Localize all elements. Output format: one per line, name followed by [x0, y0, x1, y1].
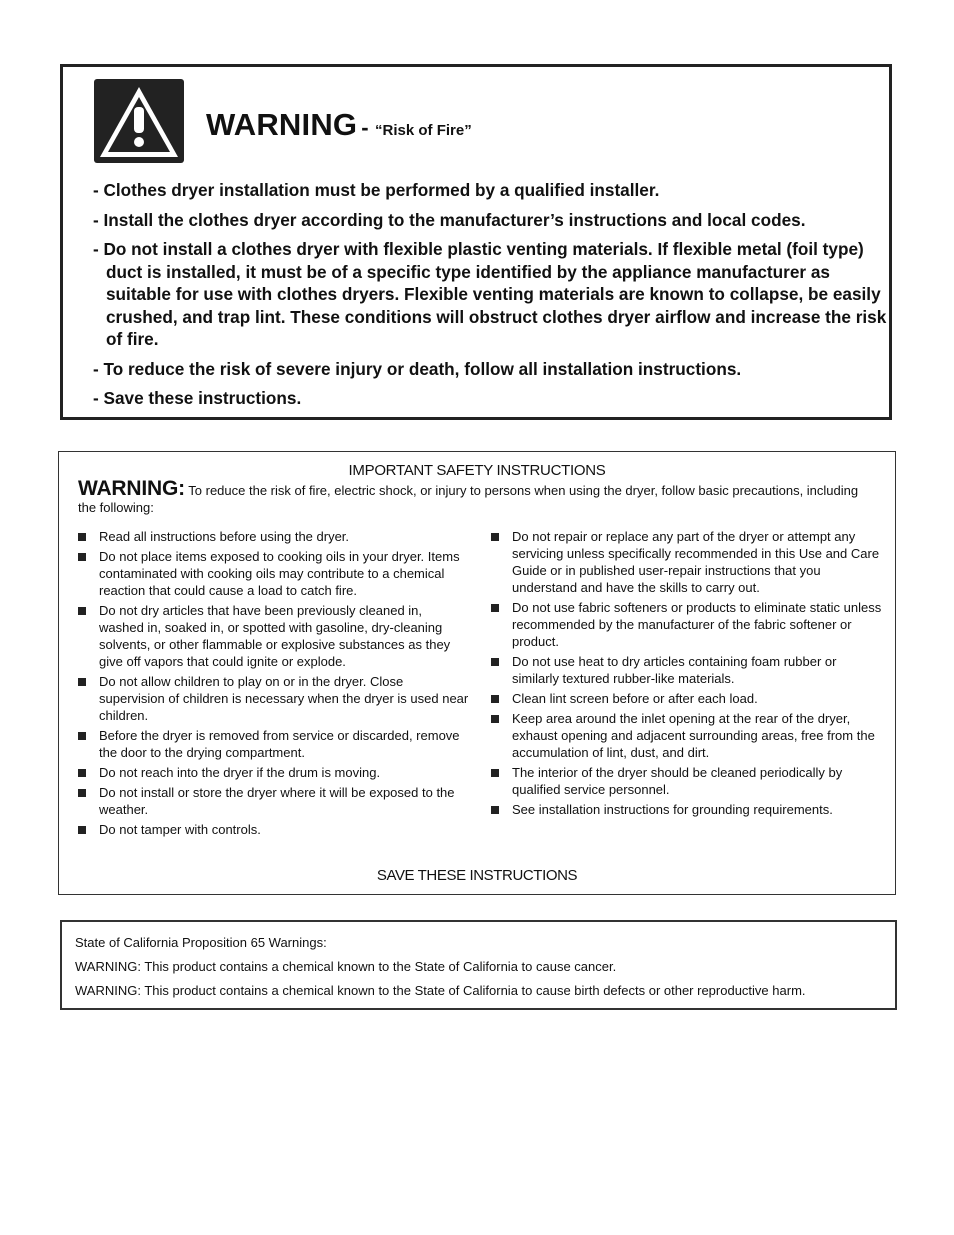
warning-subheading: “Risk of Fire”: [375, 122, 472, 139]
list-item: [78, 764, 470, 781]
safety-instructions-box: [58, 451, 896, 895]
list-item-text: Clean lint screen before or after each load.: [512, 691, 758, 706]
list-item: [78, 784, 470, 818]
list-item-text: Do not repair or replace any part of the dryer or attempt any servicing unless specifically recommended in this Use and Care Guide or in published user-repair instructions that you understand and have the skills to carry out.: [512, 529, 880, 595]
list-item: [78, 673, 470, 724]
fire-warning-item: - Do not install a clothes dryer with flexible plastic venting materials. If flexible metal (foil type) duct is installed, it must be of a specific type identified by the appliance manufacturer as suitable for use with clothes dryers. Flexible venting materials are known to collapse, be easily crushed, and trap lint. These conditions will obstruct clothes dryer airflow and increase the risk of fire.: [93, 239, 887, 349]
fire-warning-title: [206, 107, 472, 143]
bullet-square-icon: [78, 769, 86, 777]
fire-warning-item: - Save these instructions.: [93, 388, 302, 408]
fire-warning-item: - Install the clothes dryer according to the manufacturer’s instructions and local codes.: [93, 209, 806, 230]
list-item: [78, 602, 470, 670]
safety-list-right: [491, 528, 883, 821]
prop65-box: [60, 920, 897, 1010]
list-item: [491, 801, 883, 818]
bullet-square-icon: [491, 604, 499, 612]
list-item: [491, 599, 883, 650]
bullet-square-icon: [78, 607, 86, 615]
save-instructions-footer: SAVE THESE INSTRUCTIONS: [376, 867, 578, 884]
bullet-square-icon: [491, 769, 499, 777]
list-item-text: Do not reach into the dryer if the drum is moving.: [99, 765, 381, 780]
list-item-text: The interior of the dryer should be cleaned periodically by qualified service personnel.: [512, 765, 843, 797]
list-item-text: Keep area around the inlet opening at the rear of the dryer, exhaust opening and adjacent surrounding areas, free from the accumulation of lint, dust, and dirt.: [512, 711, 875, 760]
fire-warning-item: - Clothes dryer installation must be performed by a qualified installer.: [93, 180, 660, 200]
list-item-text: Do not dry articles that have been previously cleaned in, washed in, soaked in, or spotted with gasoline, dry-cleaning solvents, or other flammable or explosive substances as they give off vapors that could ignite or explode.: [99, 603, 451, 669]
fire-warning-list: [93, 179, 893, 410]
prop65-title: State of California Proposition 65 Warnings:: [75, 935, 327, 950]
list-item-text: Do not use heat to dry articles containing foam rubber or similarly textured rubber-like materials.: [512, 654, 837, 686]
list-item-text: Do not tamper with controls.: [99, 822, 261, 837]
bullet-square-icon: [491, 658, 499, 666]
safety-intro-text: To reduce the risk of fire, electric shock, or injury to persons when using the dryer, follow basic precautions, including the following:: [78, 483, 859, 515]
fire-warning-item: - To reduce the risk of severe injury or death, follow all installation instructions.: [93, 358, 742, 379]
bullet-square-icon: [78, 732, 86, 740]
warning-triangle-icon: [94, 79, 184, 163]
bullet-square-icon: [78, 533, 86, 541]
warning-separator: -: [361, 115, 369, 140]
prop65-line: WARNING: This product contains a chemical known to the State of California to cause birth defects or other reproductive harm.: [75, 983, 806, 998]
bullet-square-icon: [491, 806, 499, 814]
list-item: [491, 653, 883, 687]
list-item-text: Do not allow children to play on or in the dryer. Close supervision of children is necessary when the dryer is used near children.: [99, 674, 469, 723]
list-item: [491, 764, 883, 798]
list-item-text: Do not place items exposed to cooking oils in your dryer. Items contaminated with cooking oils may contribute to a chemical reaction that could cause a load to catch fire.: [99, 549, 460, 598]
list-item-text: Before the dryer is removed from service or discarded, remove the door to the drying compartment.: [99, 728, 460, 760]
list-item: [491, 690, 883, 707]
fire-warning-box: [60, 64, 892, 420]
safety-warning-label: WARNING:: [78, 477, 185, 500]
safety-heading: IMPORTANT SAFETY INSTRUCTIONS: [348, 462, 606, 479]
prop65-line: WARNING: This product contains a chemical known to the State of California to cause cancer.: [75, 959, 617, 974]
bullet-square-icon: [491, 695, 499, 703]
safety-intro: [78, 477, 878, 516]
list-item: [78, 548, 470, 599]
list-item: [78, 821, 470, 838]
list-item: [491, 528, 883, 596]
warning-heading: WARNING: [206, 107, 358, 142]
bullet-square-icon: [78, 553, 86, 561]
bullet-square-icon: [78, 678, 86, 686]
bullet-square-icon: [78, 826, 86, 834]
bullet-square-icon: [491, 715, 499, 723]
prop65-list: [75, 934, 806, 1006]
list-item-text: See installation instructions for grounding requirements.: [512, 802, 833, 817]
list-item: [78, 528, 470, 545]
list-item-text: Do not use fabric softeners or products to eliminate static unless recommended by the manufacturer of the fabric softener or product.: [512, 600, 882, 649]
list-item-text: Do not install or store the dryer where it will be exposed to the weather.: [99, 785, 455, 817]
bullet-square-icon: [78, 789, 86, 797]
list-item: [491, 710, 883, 761]
list-item: [78, 727, 470, 761]
safety-list-left: [78, 528, 470, 841]
bullet-square-icon: [491, 533, 499, 541]
list-item-text: Read all instructions before using the dryer.: [99, 529, 350, 544]
